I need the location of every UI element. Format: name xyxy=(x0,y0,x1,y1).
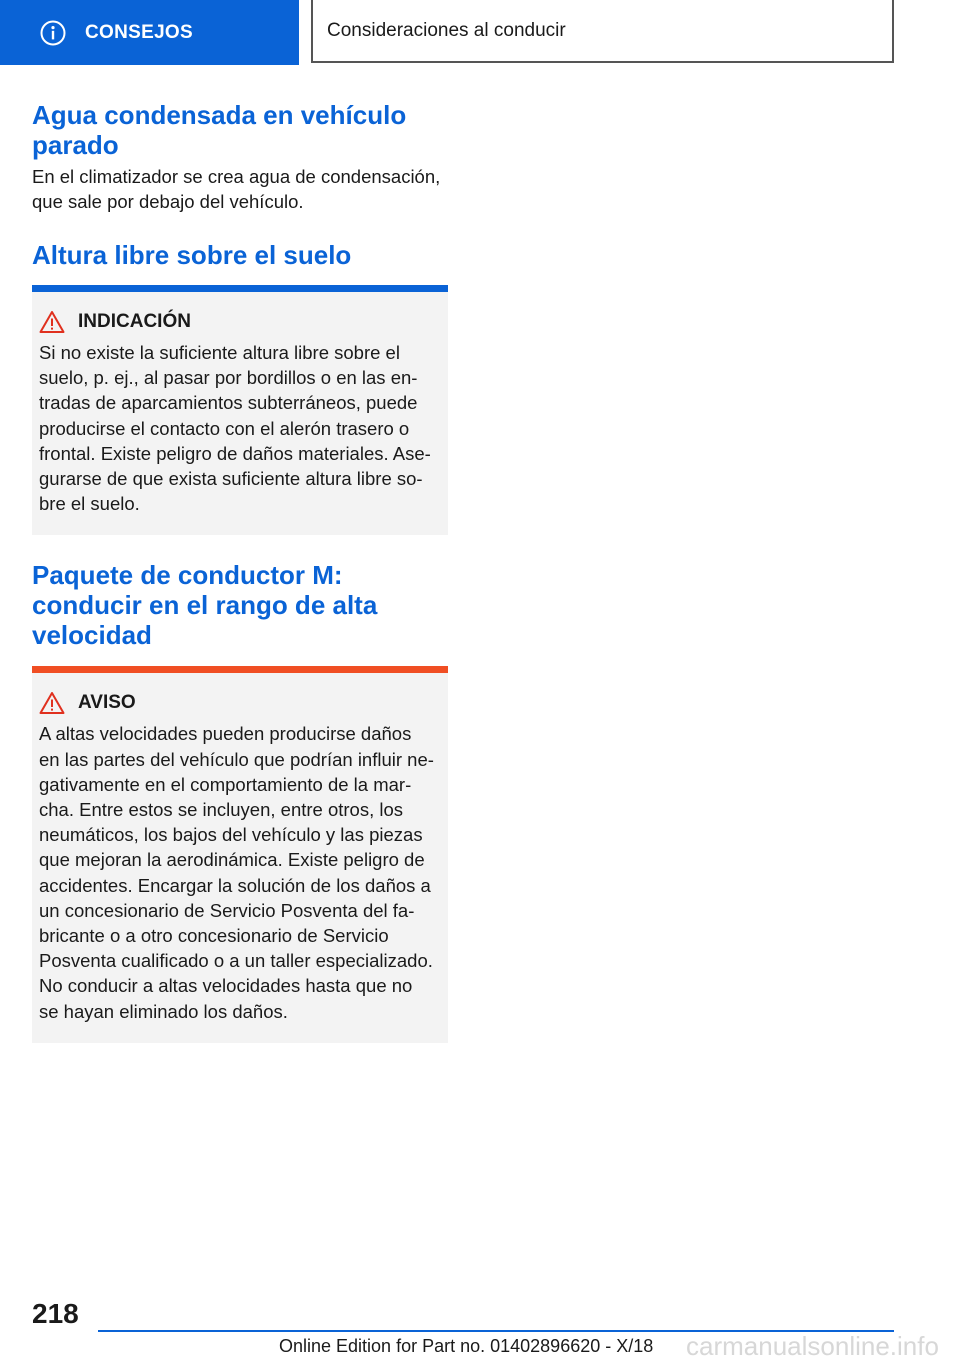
notice-label: AVISO xyxy=(78,692,136,714)
notice-box xyxy=(32,285,448,535)
watermark-text: carmanualsonline.info xyxy=(686,1331,939,1361)
section-ground-clearance xyxy=(32,240,448,535)
section-body: En el climatizador se crea agua de condensación, que sale por debajo del vehículo. xyxy=(32,166,441,212)
notice-header xyxy=(39,310,440,334)
warning-triangle-icon xyxy=(39,310,65,334)
section-tab-label: CONSEJOS xyxy=(85,21,193,43)
chapter-title-box xyxy=(311,0,894,63)
section-tab xyxy=(0,0,299,65)
notice-label: INDICACIÓN xyxy=(78,311,191,332)
page-number: 218 xyxy=(32,1298,79,1329)
section-heading: Paquete de conductor M: conducir en el rango de alta velocidad xyxy=(32,560,378,651)
notice-header xyxy=(39,691,440,715)
section-condensed-water xyxy=(32,100,448,214)
warning-triangle-icon xyxy=(39,691,65,715)
page-content xyxy=(32,100,448,1043)
edition-note: Online Edition for Part no. 01402896620 - X/18 xyxy=(279,1336,654,1356)
info-icon xyxy=(40,20,66,46)
section-high-speed xyxy=(32,560,448,1042)
chapter-title: Consideraciones al conducir xyxy=(327,19,566,41)
warning-text: A altas velocidades pueden producirse daños en las partes del vehículo que podrían influir ne- gativamente en el comportamiento de la mar- cha. Entre estos se incluyen, entre otros, los neumáticos, los bajos del vehículo y las piezas que mejoran la aerodinámica. Existe peligro de accidentes. Encargar la solución de los daños a un concesionario de Servicio Posventa del fa- bricante o a otro concesionario de Servicio Posventa cualificado o a un taller especializado. No conducir a altas velocidades hasta que no se hayan eliminado los daños. xyxy=(39,723,434,1022)
notice-text: Si no existe la suficiente altura libre sobre el suelo, p. ej., al pasar por bordillos o en las en- tradas de aparcamientos subterráneos, puede producirse el contacto con el alerón trasero o frontal. Existe peligro de daños materiales. Ase- gurarse de que exista suficiente altura libre so- bre el suelo. xyxy=(39,342,431,515)
section-heading: Agua condensada en vehículo parado xyxy=(32,100,407,160)
warning-box xyxy=(32,666,448,1042)
section-heading: Altura libre sobre el suelo xyxy=(32,240,352,270)
